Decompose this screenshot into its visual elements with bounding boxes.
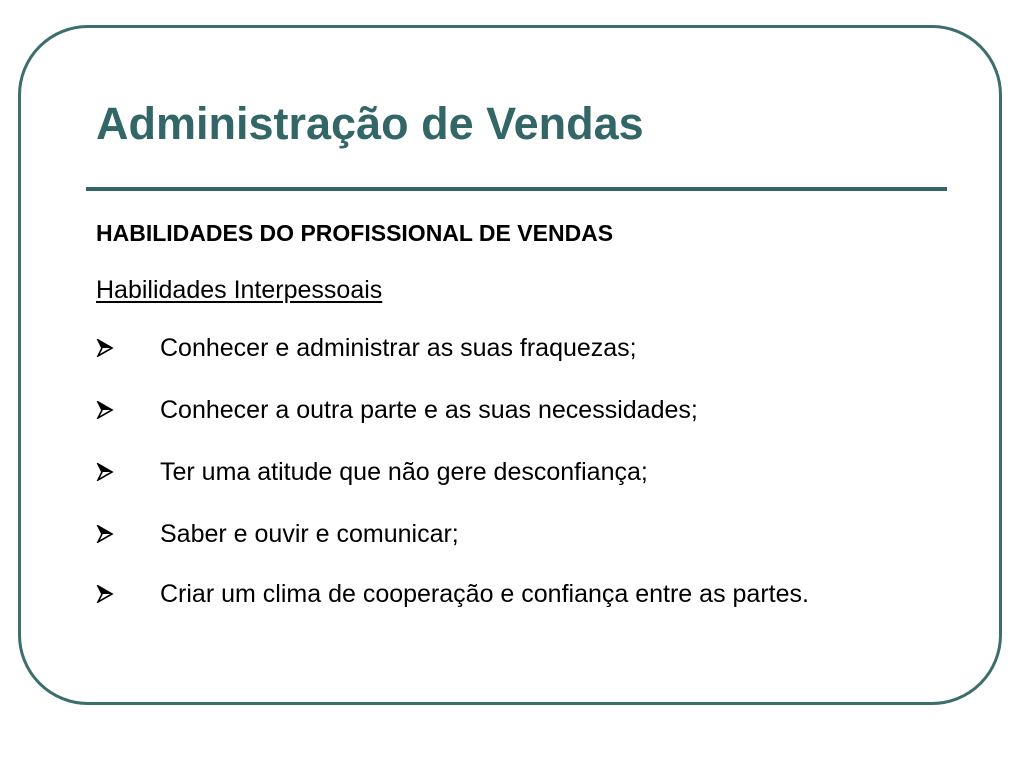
arrowhead-bullet-icon <box>96 331 118 365</box>
list-item <box>96 455 936 489</box>
list-item <box>96 393 936 427</box>
list-item <box>96 331 936 365</box>
subsection-heading: Habilidades Interpessoais <box>96 276 383 304</box>
arrowhead-bullet-icon <box>96 455 118 489</box>
list-item <box>96 517 936 551</box>
bullet-text: Conhecer e administrar as suas fraquezas; <box>160 334 637 362</box>
bullet-text: Conhecer a outra parte e as suas necessidades; <box>160 396 698 424</box>
slide-content <box>96 216 936 611</box>
arrowhead-bullet-icon <box>96 517 118 551</box>
bullet-text: Criar um clima de cooperação e confiança entre as partes. <box>160 580 809 608</box>
list-item <box>96 577 936 611</box>
arrowhead-bullet-icon <box>96 393 118 427</box>
title-divider <box>86 187 947 191</box>
section-heading: HABILIDADES DO PROFISSIONAL DE VENDAS <box>96 220 614 246</box>
bullet-text: Ter uma atitude que não gere desconfiança; <box>160 458 648 486</box>
bullet-list <box>96 331 936 611</box>
arrowhead-bullet-icon <box>96 577 118 611</box>
slide-title: Administração de Vendas <box>96 98 644 149</box>
bullet-text: Saber e ouvir e comunicar; <box>160 520 459 548</box>
